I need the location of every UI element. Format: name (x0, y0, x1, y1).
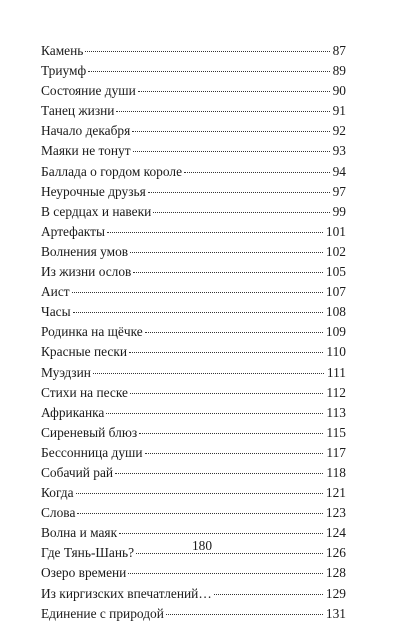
dot-leader (214, 594, 323, 595)
toc-entry-page: 123 (325, 505, 346, 521)
toc-entry (41, 604, 346, 624)
dot-leader (148, 192, 330, 193)
toc-entry-title: Из жизни ослов (41, 264, 132, 280)
toc-entry-page: 126 (325, 545, 346, 561)
toc-entry-page: 102 (325, 243, 346, 259)
toc-entry (41, 342, 346, 362)
toc-entry (41, 363, 346, 383)
toc-entry-page: 112 (326, 384, 346, 400)
toc-entry-page: 117 (326, 444, 346, 460)
dot-leader (77, 513, 323, 514)
toc-entry-title: Начало декабря (41, 123, 131, 139)
toc-entry-page: 87 (332, 43, 346, 58)
toc-entry-page: 113 (326, 404, 346, 420)
toc-entry-title: Камень (41, 43, 84, 58)
toc-entry (41, 262, 346, 282)
toc-entry-title: Где Тянь-Шань? (41, 545, 135, 561)
toc-entry-title: Озеро времени (41, 565, 127, 581)
dot-leader (88, 71, 329, 72)
toc-entry-page: 108 (325, 304, 346, 320)
toc-entry-page: 131 (325, 605, 346, 621)
toc-entry-page: 118 (326, 464, 346, 480)
toc-entry-page: 109 (325, 324, 346, 340)
dot-leader (132, 131, 329, 132)
dot-leader (133, 272, 323, 273)
toc-entry-page: 97 (332, 183, 346, 199)
toc-entry-title: Сиреневый блюз (41, 424, 138, 440)
toc-entry (41, 563, 346, 583)
toc-entry (41, 222, 346, 242)
toc-entry (41, 61, 346, 81)
toc-entry-page: 129 (325, 585, 346, 601)
toc-entry-page: 94 (332, 163, 346, 179)
toc-entry (41, 121, 346, 141)
toc-entry-title: Слова (41, 505, 76, 521)
toc-entry-page: 90 (332, 83, 346, 99)
dot-leader (130, 393, 323, 394)
toc-entry (41, 463, 346, 483)
toc-entry (41, 101, 346, 121)
toc-entry-title: Маяки не тонут (41, 143, 131, 159)
toc-entry (41, 302, 346, 322)
toc-entry-title: Африканка (41, 404, 105, 420)
toc-entry (41, 443, 346, 463)
toc-entry-title: Артефакты (41, 223, 105, 239)
dot-leader (116, 111, 329, 112)
toc-entry (41, 423, 346, 443)
toc-entry-page: 105 (325, 264, 346, 280)
toc-entry-page: 110 (326, 344, 346, 360)
dot-leader (184, 172, 330, 173)
dot-leader (139, 433, 323, 434)
dot-leader (138, 91, 330, 92)
dot-leader (107, 232, 323, 233)
toc-entry (41, 242, 346, 262)
dot-leader (128, 573, 323, 574)
toc-entry-title: Бессонница души (41, 444, 143, 460)
dot-leader (133, 151, 330, 152)
toc-entry (41, 81, 346, 101)
toc-entry (41, 141, 346, 161)
dot-leader (115, 473, 323, 474)
dot-leader (119, 533, 323, 534)
toc-entry (41, 202, 346, 222)
toc-entry (41, 584, 346, 604)
dot-leader (85, 51, 329, 52)
toc-entry (41, 322, 346, 342)
toc-entry-page: 92 (332, 123, 346, 139)
toc-entry-title: Состояние души (41, 83, 136, 99)
dot-leader (93, 373, 324, 374)
toc-entry (41, 41, 346, 61)
toc-entry (41, 383, 346, 403)
dot-leader (153, 212, 329, 213)
toc-entry-page: 128 (325, 565, 346, 581)
toc-entry-page: 99 (332, 203, 346, 219)
dot-leader (145, 453, 324, 454)
toc-entry-page: 93 (332, 143, 346, 159)
toc-entry (41, 182, 346, 202)
dot-leader (129, 352, 323, 353)
dot-leader (72, 292, 323, 293)
toc-entry (41, 503, 346, 523)
dot-leader (73, 312, 323, 313)
toc-entry-title: Стихи на песке (41, 384, 128, 400)
toc-entry-page: 91 (332, 103, 346, 119)
dot-leader (130, 252, 323, 253)
toc-entry-title: Единение с природой (41, 605, 164, 621)
toc-entry-title: Волнения умов (41, 243, 129, 259)
toc-entry-page: 115 (326, 424, 346, 440)
toc-entry (41, 403, 346, 423)
toc-entry-title: Муэдзин (41, 364, 91, 380)
toc-entry-page: 101 (325, 223, 346, 239)
toc-entry-title: Красные пески (41, 344, 128, 360)
toc-entry-page: 107 (325, 284, 346, 300)
dot-leader (145, 332, 323, 333)
toc-entry-title: Аист (41, 284, 70, 300)
toc-entry-title: Часы (41, 304, 71, 320)
toc-entry-title: Триумф (41, 63, 87, 79)
dot-leader (166, 614, 323, 615)
toc-entry-page: 124 (325, 525, 346, 541)
dot-leader (76, 493, 323, 494)
toc-entry-page: 89 (332, 63, 346, 79)
toc-entry-title: Из киргизских впечатлений… (41, 585, 212, 601)
page-number: 180 (191, 538, 213, 553)
toc-entry (41, 162, 346, 182)
toc-entry-title: Когда (41, 485, 74, 501)
toc-entry (41, 483, 346, 503)
toc-entry (41, 282, 346, 302)
toc-entry-title: Волна и маяк (41, 525, 118, 541)
toc-entry-page: 111 (326, 364, 346, 380)
toc-entry-title: Неурочные друзья (41, 183, 146, 199)
toc-entry-title: В сердцах и навеки (41, 203, 152, 219)
toc-entry-title: Баллада о гордом короле (41, 163, 183, 179)
toc-entry-title: Собачий рай (41, 464, 114, 480)
toc-entry-title: Родинка на щёчке (41, 324, 143, 340)
toc-entry-title: Танец жизни (41, 103, 115, 119)
toc-entry-page: 121 (325, 485, 346, 501)
dot-leader (106, 413, 323, 414)
